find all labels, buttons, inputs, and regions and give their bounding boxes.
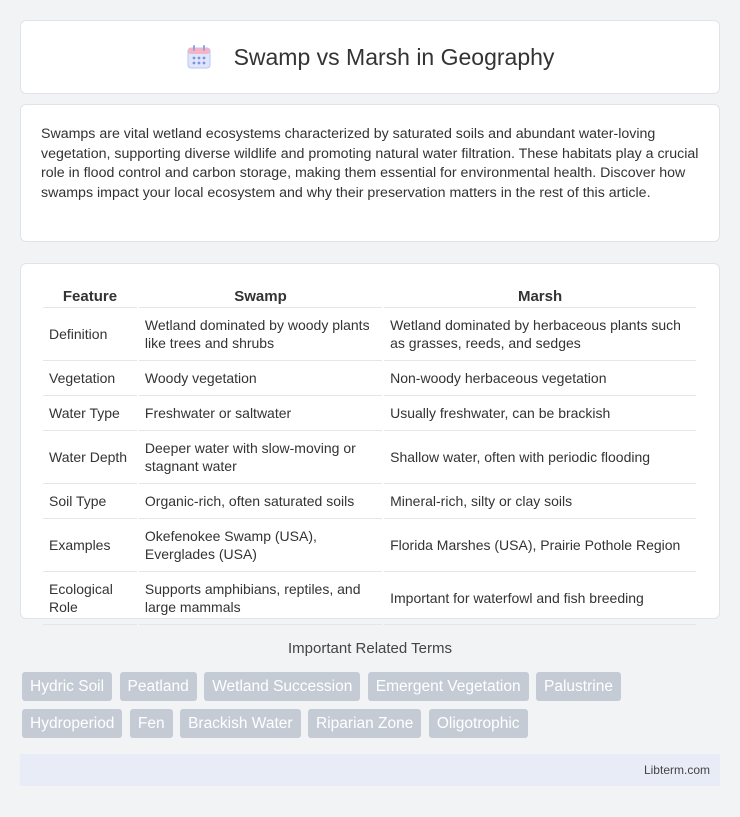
- table-row: [43, 396, 696, 431]
- row-marsh: Florida Marshes (USA), Prairie Pothole Region: [384, 519, 696, 572]
- row-feature: Vegetation: [43, 361, 137, 396]
- row-feature: Examples: [43, 519, 137, 572]
- page-title: Swamp vs Marsh in Geography: [233, 43, 555, 70]
- related-terms-title: Important Related Terms: [288, 640, 452, 657]
- row-feature: Water Depth: [43, 431, 137, 484]
- row-marsh: Shallow water, often with periodic flooding: [384, 431, 696, 484]
- row-feature: Water Type: [43, 396, 137, 431]
- row-swamp: Freshwater or saltwater: [139, 396, 382, 431]
- row-marsh: Mineral-rich, silty or clay soils: [384, 484, 696, 519]
- table-header-row: [43, 284, 696, 308]
- row-swamp: Okefenokee Swamp (USA), Everglades (USA): [139, 519, 382, 572]
- row-marsh: Non-woody herbaceous vegetation: [384, 361, 696, 396]
- header-swamp: Swamp: [139, 284, 382, 308]
- intro-card: [20, 104, 720, 242]
- title-card: [20, 20, 720, 94]
- related-term-tag[interactable]: Brackish Water: [180, 709, 301, 738]
- row-feature: Definition: [43, 308, 137, 361]
- row-swamp: Woody vegetation: [139, 361, 382, 396]
- comparison-table: [41, 284, 698, 625]
- intro-paragraph: Swamps are vital wetland ecosystems characterized by saturated soils and abundant water-loving vegetation, supporting diverse wildlife and promoting natural water filtration. These habitats play a crucial role in flood control and carbon storage, making them essential for environmental health. Discover how swamps impact your local ecosystem and why their preservation matters in the rest of this article.: [41, 126, 699, 201]
- table-row: [43, 431, 696, 484]
- row-swamp: Deeper water with slow-moving or stagnant water: [139, 431, 382, 484]
- related-term-tag[interactable]: Emergent Vegetation: [368, 672, 529, 701]
- related-term-tag[interactable]: Palustrine: [536, 672, 621, 701]
- table-row: [43, 361, 696, 396]
- footer-site-link[interactable]: Libterm.com: [643, 763, 710, 777]
- related-term-tag[interactable]: Hydroperiod: [22, 709, 122, 738]
- related-term-tag[interactable]: Hydric Soil: [22, 672, 112, 701]
- footer: [20, 754, 720, 786]
- related-term-tag[interactable]: Wetland Succession: [204, 672, 360, 701]
- related-term-tag[interactable]: Fen: [130, 709, 173, 738]
- comparison-table-card: [20, 263, 720, 619]
- related-term-tag[interactable]: Peatland: [120, 672, 197, 701]
- table-row: [43, 572, 696, 625]
- table-row: [43, 519, 696, 572]
- related-term-tag[interactable]: Oligotrophic: [429, 709, 528, 738]
- table-row: [43, 308, 696, 361]
- table-row: [43, 484, 696, 519]
- row-feature: Ecological Role: [43, 572, 137, 625]
- row-feature: Soil Type: [43, 484, 137, 519]
- row-swamp: Organic-rich, often saturated soils: [139, 484, 382, 519]
- related-terms-list: [22, 672, 722, 746]
- row-marsh: Important for waterfowl and fish breeding: [384, 572, 696, 625]
- header-marsh: Marsh: [384, 284, 696, 308]
- row-swamp: Supports amphibians, reptiles, and large mammals: [139, 572, 382, 625]
- row-marsh: Usually freshwater, can be brackish: [384, 396, 696, 431]
- header-feature: Feature: [43, 284, 137, 308]
- calendar-icon: [186, 44, 212, 70]
- row-swamp: Wetland dominated by woody plants like trees and shrubs: [139, 308, 382, 361]
- related-term-tag[interactable]: Riparian Zone: [308, 709, 421, 738]
- row-marsh: Wetland dominated by herbaceous plants such as grasses, reeds, and sedges: [384, 308, 696, 361]
